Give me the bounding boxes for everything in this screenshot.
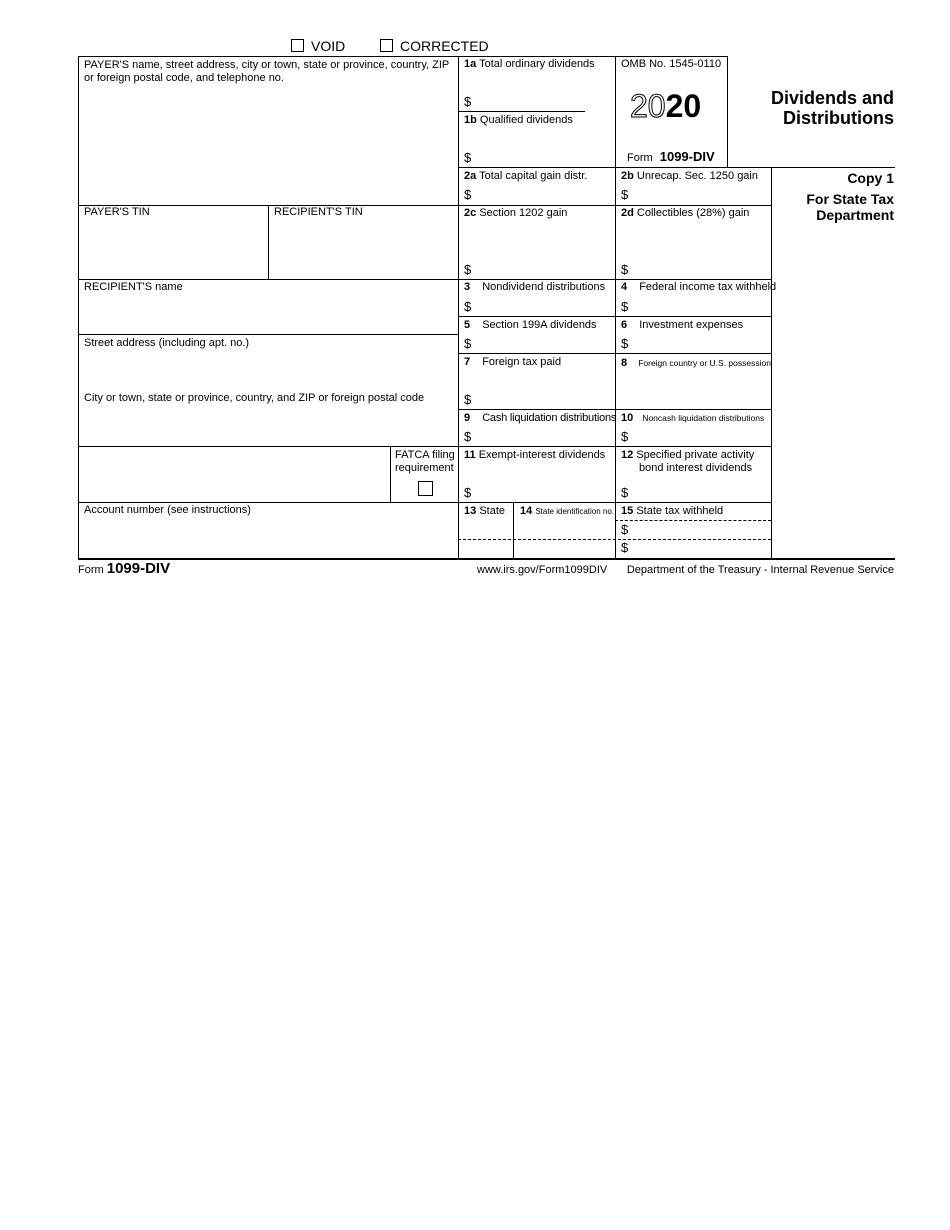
omb-number: OMB No. 1545-0110 xyxy=(621,58,722,70)
account-number-field[interactable] xyxy=(80,520,456,556)
box-9-number: 9 xyxy=(464,412,471,424)
box-12-text-line2: bond interest dividends xyxy=(639,462,753,474)
void-checkbox[interactable] xyxy=(291,39,304,52)
box-2a-dollar: $ xyxy=(464,187,472,202)
box-5-label xyxy=(464,319,597,332)
corrected-label: CORRECTED xyxy=(400,38,489,54)
box-15-label xyxy=(621,505,723,518)
box-12-text-line1: Specified private activity xyxy=(636,449,755,461)
footer-form-name xyxy=(78,561,170,578)
box-3-field[interactable] xyxy=(474,297,612,314)
box-9-dollar: $ xyxy=(464,429,472,444)
form-title-line2: Distributions xyxy=(783,108,894,128)
box-15-text: State tax withheld xyxy=(636,505,724,517)
box-10-number: 10 xyxy=(621,412,634,424)
box-13-label xyxy=(464,505,505,518)
recipient-tin-field[interactable] xyxy=(270,222,456,277)
box-3-label xyxy=(464,281,605,294)
fatca-label-line2: requirement xyxy=(395,462,454,474)
box-15-field-2[interactable] xyxy=(631,541,768,557)
box-12-number: 12 xyxy=(621,449,634,461)
box-5-text: Section 199A dividends xyxy=(482,319,597,331)
box-13-field-2[interactable] xyxy=(460,541,511,557)
box-4-field[interactable] xyxy=(631,297,768,314)
box-14-label xyxy=(520,505,614,518)
box-6-field[interactable] xyxy=(631,334,768,351)
box-12-label xyxy=(621,449,754,462)
box-6-text: Investment expenses xyxy=(639,319,744,331)
box-6-dollar: $ xyxy=(621,336,629,351)
box-9-field[interactable] xyxy=(474,427,612,444)
box-1b-field[interactable] xyxy=(474,146,612,165)
box-4-number: 4 xyxy=(621,281,628,293)
fatca-label-line1: FATCA filing xyxy=(395,449,455,461)
box-11-label xyxy=(464,449,605,462)
box-1b-text: Qualified dividends xyxy=(479,114,573,126)
box-13-field-1[interactable] xyxy=(460,521,511,538)
box-6-label xyxy=(621,319,743,332)
box-12-dollar: $ xyxy=(621,485,629,500)
box-2b-field[interactable] xyxy=(631,185,768,203)
box-3-number: 3 xyxy=(464,281,471,293)
street-address-label: Street address (including apt. no.) xyxy=(84,337,250,349)
tax-year-bold: 20 xyxy=(665,88,702,124)
box-11-number: 11 xyxy=(464,449,476,461)
box-8-field[interactable] xyxy=(617,372,769,407)
box-1a-label xyxy=(464,58,595,71)
payer-tin-label: PAYER'S TIN xyxy=(84,206,150,218)
fatca-checkbox[interactable] xyxy=(418,481,433,496)
box-15-dollar-1: $ xyxy=(621,522,629,537)
box-11-field[interactable] xyxy=(474,481,612,500)
box-10-field[interactable] xyxy=(631,427,768,444)
box-2a-text: Total capital gain distr. xyxy=(479,170,588,182)
omb-form-number: 1099-DIV xyxy=(659,149,715,164)
tax-year-outline: 20 xyxy=(630,88,666,124)
box-12-field[interactable] xyxy=(631,481,768,500)
box-2c-field[interactable] xyxy=(474,258,612,277)
box-2b-text: Unrecap. Sec. 1250 gain xyxy=(636,170,758,182)
box-2c-text: Section 1202 gain xyxy=(479,207,568,219)
box-7-text: Foreign tax paid xyxy=(482,356,562,368)
corrected-checkbox[interactable] xyxy=(380,39,393,52)
box-10-label xyxy=(621,412,764,425)
tax-year xyxy=(630,87,701,125)
box-7-label xyxy=(464,356,561,369)
box-2c-label xyxy=(464,207,567,220)
box-8-number: 8 xyxy=(621,357,628,369)
box-2b-number: 2b xyxy=(621,170,634,182)
box-1b-dollar: $ xyxy=(464,150,472,165)
box-11-dollar: $ xyxy=(464,485,472,500)
footer-form-word: Form xyxy=(78,564,104,576)
box-5-dollar: $ xyxy=(464,336,472,351)
copy-for-line2: Department xyxy=(816,207,894,223)
city-state-zip-label: City or town, state or province, country, and ZIP or foreign postal code xyxy=(84,392,425,404)
box-7-dollar: $ xyxy=(464,392,472,407)
box-15-number: 15 xyxy=(621,505,634,517)
box-8-label xyxy=(621,357,771,370)
box-14-text: State identification no. xyxy=(535,507,615,516)
box-1a-text: Total ordinary dividends xyxy=(479,58,595,70)
box-9-text: Cash liquidation distributions xyxy=(482,412,617,424)
box-2b-dollar: $ xyxy=(621,187,629,202)
box-7-number: 7 xyxy=(464,356,471,368)
street-address-field[interactable] xyxy=(80,352,456,388)
void-label: VOID xyxy=(311,38,346,54)
box-2a-number: 2a xyxy=(464,170,477,182)
city-state-zip-field[interactable] xyxy=(80,408,456,444)
box-3-text: Nondividend distributions xyxy=(482,281,606,293)
box-15-field-1[interactable] xyxy=(631,521,768,538)
box-11-text: Exempt-interest dividends xyxy=(478,449,606,461)
form-title-line1: Dividends and xyxy=(770,88,894,108)
recipient-tin-label: RECIPIENT'S TIN xyxy=(274,206,363,218)
box-13-number: 13 xyxy=(464,505,477,517)
box-2d-field[interactable] xyxy=(631,258,768,277)
box-2d-dollar: $ xyxy=(621,262,629,277)
copy-for-line1: For State Tax xyxy=(806,191,894,207)
recipient-name-label: RECIPIENT'S name xyxy=(84,281,183,293)
box-13-text: State xyxy=(479,505,505,517)
box-15-dollar-2: $ xyxy=(621,540,629,555)
box-4-label xyxy=(621,281,776,294)
box-5-number: 5 xyxy=(464,319,471,331)
box-2d-text: Collectibles (28%) gain xyxy=(636,207,750,219)
box-10-text: Noncash liquidation distributions xyxy=(642,413,765,423)
box-5-field[interactable] xyxy=(474,334,612,351)
account-number-label: Account number (see instructions) xyxy=(84,504,251,516)
box-4-dollar: $ xyxy=(621,299,629,314)
payer-name-label: PAYER'S name, street address, city or town, state or province, country, ZIP or foreign postal code, and telephone no. xyxy=(84,59,450,84)
box-14-field-2[interactable] xyxy=(515,541,613,557)
box-2c-number: 2c xyxy=(464,207,477,219)
box-14-number: 14 xyxy=(520,505,533,517)
box-1a-dollar: $ xyxy=(464,94,472,109)
box-1a-field[interactable] xyxy=(474,90,612,109)
box-6-number: 6 xyxy=(621,319,628,331)
box-1b-label xyxy=(464,114,573,127)
box-1b-number: 1b xyxy=(464,114,477,126)
box-10-dollar: $ xyxy=(621,429,629,444)
box-9-label xyxy=(464,412,616,425)
omb-form-name xyxy=(627,150,715,165)
box-2d-number: 2d xyxy=(621,207,634,219)
box-14-field-1[interactable] xyxy=(515,521,613,538)
payer-tin-field[interactable] xyxy=(80,222,266,277)
box-2d-label xyxy=(621,207,749,220)
omb-form-word: Form xyxy=(627,152,653,164)
footer-url: www.irs.gov/Form1099DIV xyxy=(477,564,608,576)
box-2a-field[interactable] xyxy=(474,185,612,203)
box-2b-label xyxy=(621,170,758,183)
box-4-text: Federal income tax withheld xyxy=(639,281,777,293)
payer-name-field[interactable] xyxy=(80,88,456,203)
footer-form-number: 1099-DIV xyxy=(106,560,171,577)
box-3-dollar: $ xyxy=(464,299,472,314)
box-2a-label xyxy=(464,170,587,183)
box-8-text: Foreign country or U.S. possession xyxy=(638,358,771,368)
box-1a-number: 1a xyxy=(464,58,477,70)
footer-department: Department of the Treasury - Internal Revenue Service xyxy=(626,564,894,576)
box-2c-dollar: $ xyxy=(464,262,472,277)
box-7-field[interactable] xyxy=(474,388,612,407)
recipient-name-field[interactable] xyxy=(80,296,456,332)
copy-label: Copy 1 xyxy=(847,170,894,186)
